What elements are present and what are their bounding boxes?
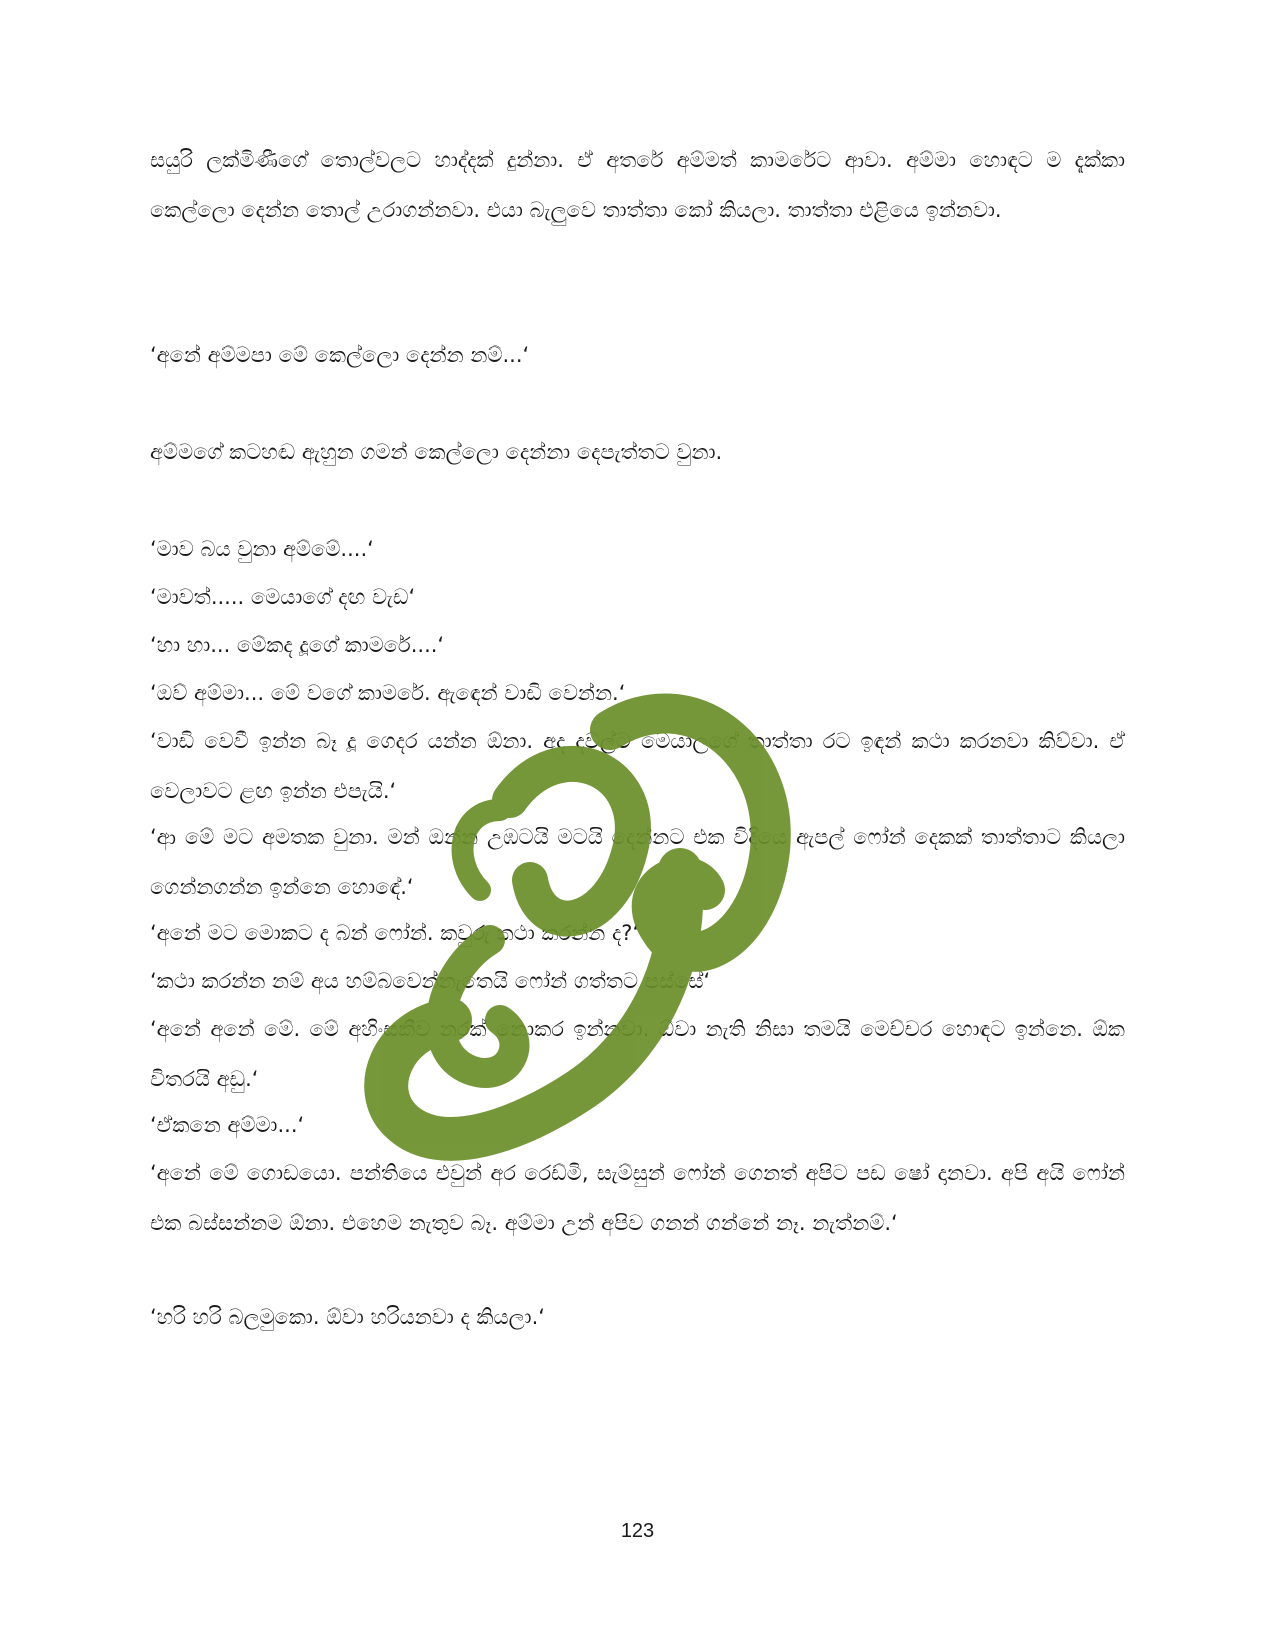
dialogue-line-7: ‘අනේ මට මොකට ද බන් ෆෝන්. කවුරු කථා කරන්න ද?‘ [150,921,640,945]
paragraph-2: ‘අනේ අම්මපා මේ කෙල්ලො දෙන්න නම්...‘ [150,343,530,367]
dialogue-line-10: ‘ඒකනෙ අම්මා...‘ [150,1113,305,1137]
dialogue-line-3: ‘හා හා... මේකද දූගේ කාමරේ....‘ [150,633,445,657]
page-number: 123 [620,1520,655,1542]
dialogue-line-11: ‘අනේ මේ ගොඩයො. පන්තියෙ එවුන් අර රෙඩ්මි, සැම්සුන් ෆෝන් ගෙනත් අපිට පඩ ෂෝ දානවා. අපි අයි ෆෝන් එක බස්සන්නම ඕනා. එහෙම නැතුව බෑ. අම්මා උන් අපිව ගනන් ගන්නේ නෑ. නැත්නම්.‘ [150,1161,1125,1235]
dialogue-line-5: ‘වාඩි වෙවී ඉන්න බෑ දූ ගෙදර යන්න ඕනා. අද දවල්ට මෙයාලගේ තාත්තා රට ඉඳන් කථා කරනවා කිව්වා. ඒ වෙලාවට ළඟ ඉන්න එපැයි.‘ [150,729,1125,803]
paragraph-3: අම්මගේ කටහඬ ඇහුන ගමන් කෙල්ලො දෙන්නා දෙපැත්තට වුනා. [150,440,723,464]
paragraph-1: සයුරි ලක්මිණීගේ තොල්වලට හාද්දක් දුන්නා. ඒ අතරේ අම්මත් කාමරේට ආවා. අම්මා හොඳට ම දැක්කා කෙල්ලො දෙන්න තොල් උරාගන්නවා. එයා බැලුවෙ තාත්තා කෝ කියලා. තාත්තා එළියෙ ඉන්නවා. [150,148,1125,222]
dialogue-line-6: ‘ආ මේ මට අමතක වුනා. මන් ඔන්න උඹටයි මටයි දෙන්නට එක විදියෙ ඇපල් ෆෝන් දෙකක් තාත්තාට කියලා ගෙන්නගන්න ඉන්නෙ හොඳේ.‘ [150,825,1125,899]
dialogue-line-12: ‘හරි හරි බලමුකො. ඕවා හරියනවා ද කියලා.‘ [150,1305,545,1329]
dialogue-line-9: ‘අනේ අනේ මේ. මේ අහිංසකීව නරක් නොකර ඉන්නවා. ඕවා නැති නිසා තමයි මෙච්චර හොඳට ඉන්නෙ. ඕක විතරයි අඩු.‘ [150,1017,1125,1091]
dialogue-line-2: ‘මාවත්..... මෙයාගේ දඟ වැඩ‘ [150,585,416,609]
dialogue-line-8: ‘කථා කරන්න නම් අය හම්බවෙන්නැතෙයි ෆෝන් ගත්තට පස්සේ‘ [150,969,711,993]
dialogue-line-4: ‘ඔව් අම්මා... මේ වගේ කාමරේ. ඇඳෙන් වාඩි වෙන්න.‘ [150,681,626,705]
dialogue-line-1: ‘මාව බය වුනා අම්මේ....‘ [150,537,374,561]
